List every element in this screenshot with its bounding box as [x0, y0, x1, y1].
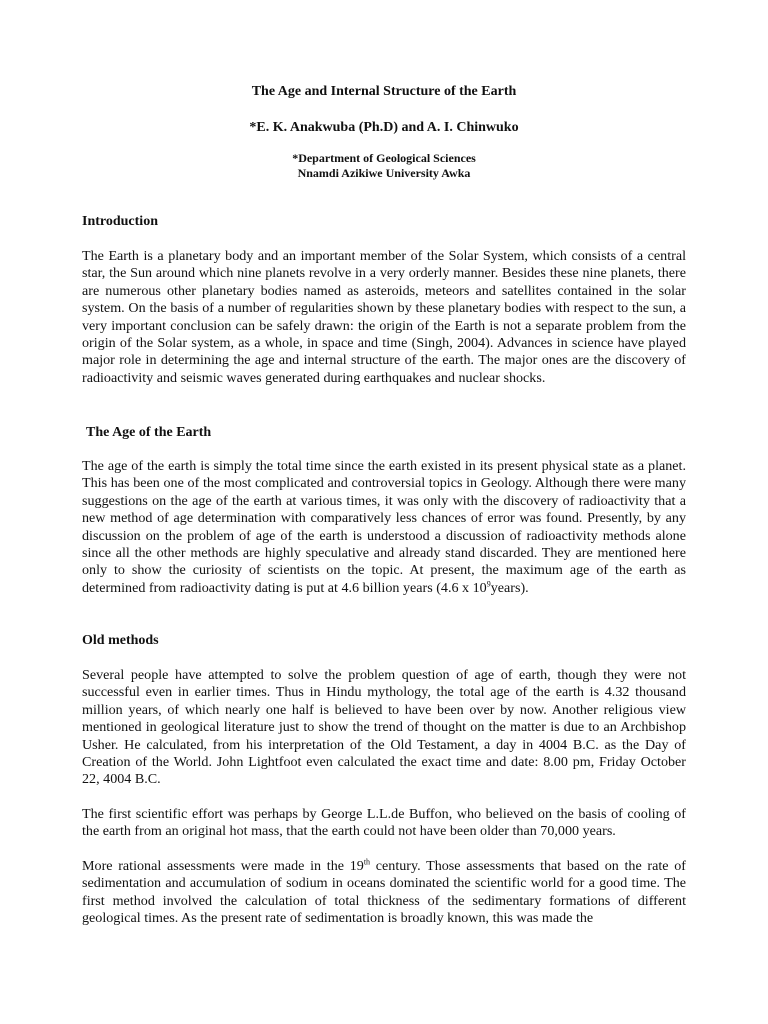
- age-paragraph-text: The age of the earth is simply the total time since the earth existed in its present physical state as a planet. This has been one of the most complicated and controversial topics in Geology. Although there were many suggestions on the age of the earth at various times, it was only with the discovery of radioactivity that a new method of age determination with comparatively less chances of error was found. Presently, by any discussion on the problem of age of the earth is understood a discussion of radioactivity methods alone since all the other methods are highly speculative and already stand discarded. They are mentioned here only to show the curiosity of scientists on the topic. At present, the maximum age of the earth as determined from radioactivity dating is put at 4.6 billion years (4.6 x 10: [82, 458, 686, 596]
- section-heading-age-of-earth: The Age of the Earth: [86, 425, 212, 440]
- paragraph-text: More rational assessments were made in the 19: [82, 858, 364, 874]
- document-authors: *E. K. Anakwuba (Ph.D) and A. I. Chinwuko: [249, 120, 519, 135]
- exponent-superscript: 9: [486, 579, 491, 589]
- ordinal-superscript: th: [363, 857, 371, 867]
- section-heading-old-methods: Old methods: [82, 633, 159, 648]
- old-methods-paragraph-2: The first scientific effort was perhaps by George L.L.de Buffon, who believed on the basis of cooling of the earth from an original hot mass, that the earth could not have been older than 70,000 years.: [82, 806, 686, 840]
- affiliation-university: Nnamdi Azikiwe University Awka: [297, 166, 471, 180]
- affiliation-department: *Department of Geological Sciences: [292, 151, 476, 165]
- age-paragraph-text-end: years).: [490, 579, 529, 596]
- introduction-paragraph: The Earth is a planetary body and an important member of the Solar System, which consists of a central star, the Sun around which nine planets revolve in a very orderly manner. Besides these nine planets, there are numerous other planetary bodies named as asteroids, meteors and satellites contained in the solar system. On the basis of a number of regularities shown by these planetary bodies with respect to the sun, a very important conclusion can be safely drawn: the origin of the Earth is not a separate problem from the origin of the Solar system, as a whole, in space and time (Singh, 2004). Advances in science have played major role in determining the age and internal structure of the earth. The major ones are the discovery of radioactivity and seismic waves generated during earthquakes and nuclear shocks.: [82, 248, 686, 386]
- age-of-earth-paragraph: [82, 458, 686, 597]
- affiliation-block: [0, 151, 768, 181]
- old-methods-paragraph-1: Several people have attempted to solve the problem question of age of earth, though they were not successful even in earlier times. Thus in Hindu mythology, the total age of the earth is 4.32 thousand million years, of which nearly one half is believed to have been over by now. Another religious view mentioned in geological literature just to show the trend of thought on the matter is due to an Archbishop Usher. He calculated, from his interpretation of the Old Testament, a day in 4004 B.C. as the Day of Creation of the World. John Lightfoot even calculated the exact time and date: 8.00 pm, Friday October 22, 4004 B.C.: [82, 667, 686, 788]
- old-methods-paragraph-3: [82, 858, 686, 928]
- paragraph-text-end: century. Those assessments that based on the rate of sedimentation and accumulation of sodium in oceans dominated the scientific world for a good time. The first method involved the calculation of total thickness of the sedimentary formations of different geological times. As the present rate of sedimentation is broadly known, this was made the: [82, 858, 687, 927]
- section-heading-introduction: Introduction: [82, 214, 158, 229]
- document-title: The Age and Internal Structure of the Earth: [251, 84, 517, 99]
